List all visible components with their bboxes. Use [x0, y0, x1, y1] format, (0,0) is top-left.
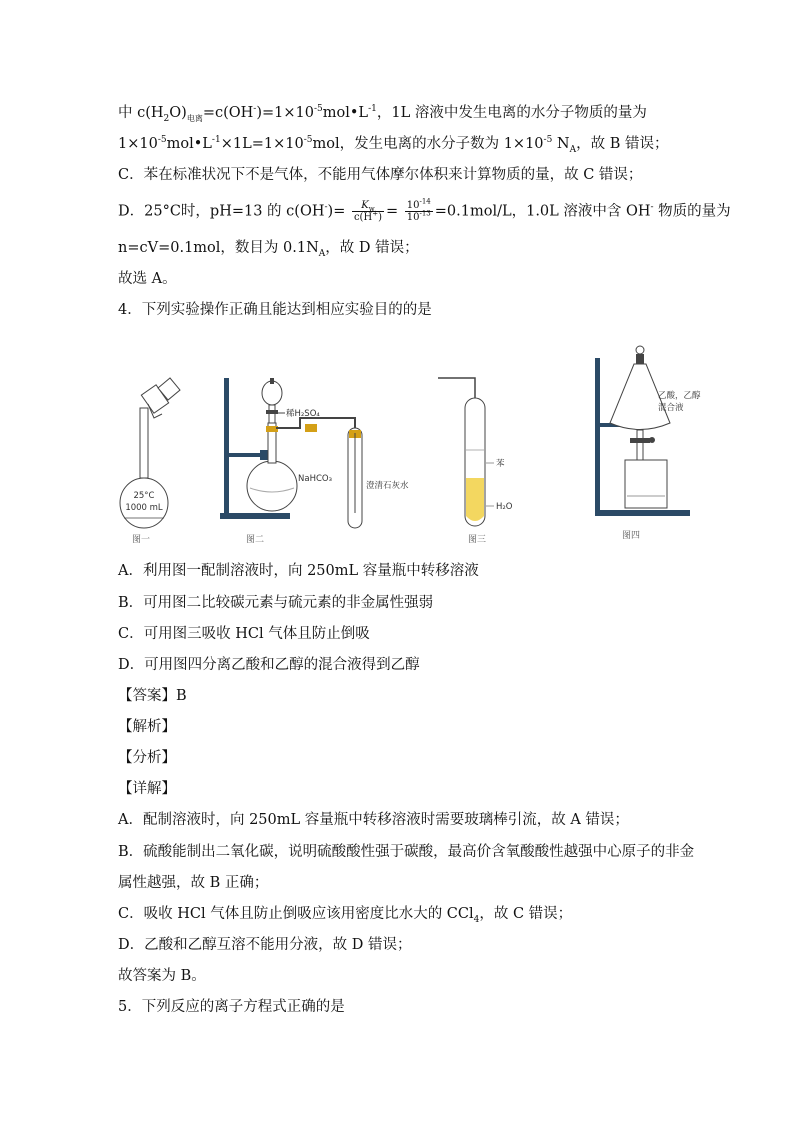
sup: -5 [157, 135, 167, 146]
detail-b-line1: B．硫酸能制出二氧化碳，说明硫酸酸性强于碳酸，最高价含氧酸酸性越强中心原子的非金 [118, 844, 695, 860]
fig2-caption: 图二 [246, 535, 265, 545]
option-c: C．可用图三吸收 HCl 气体且防止倒吸 [118, 626, 370, 642]
figures-area [110, 338, 710, 548]
text: ，故 D 错误； [325, 240, 419, 256]
fig2-salt-label: NaHCO₃ [298, 474, 332, 484]
text: 中 c(H [118, 105, 164, 121]
frac-den: 10 [406, 212, 420, 223]
text: n=cV=0.1mol，数目为 0.1N [118, 240, 319, 256]
fig1-flask-temp: 25°C [133, 491, 155, 501]
text-line-2 [118, 134, 718, 154]
text: ×1L=1×10 [220, 136, 304, 152]
text: 1×10 [118, 136, 158, 152]
text: ，故 B 错误； [576, 136, 669, 152]
text-line-6: 故选 A。 [118, 271, 177, 287]
text: C．吸收 HCl 气体且防止倒吸应该用密度比水大的 CCl [118, 906, 474, 922]
sub: A [318, 248, 326, 259]
figure-4-separatory-funnel [595, 346, 701, 516]
sup: - [324, 202, 328, 213]
text-line-4 [118, 197, 731, 223]
option-a: A．利用图一配制溶液时，向 250mL 容量瓶中转移溶液 [118, 563, 479, 579]
text: = [385, 203, 399, 220]
text: mol•L [322, 105, 369, 121]
sup: -5 [313, 104, 323, 115]
sup: + [372, 209, 379, 218]
option-d: D．可用图四分离乙酸和乙醇的混合液得到乙醇 [118, 657, 420, 673]
text-line-1 [118, 103, 718, 123]
frac-den: c(H [353, 212, 373, 223]
sup: -1 [368, 104, 377, 115]
text-line-5 [118, 238, 718, 258]
sub: A [569, 144, 577, 155]
fig2-stand-rod [224, 378, 229, 515]
sub: 4 [473, 914, 480, 925]
analysis-label: 【解析】 [118, 719, 176, 735]
option-b: B．可用图二比较碳元素与硫元素的非金属性强弱 [118, 595, 434, 611]
sup: -13 [419, 209, 431, 218]
question-4: 4．下列实验操作正确且能达到相应实验目的的是 [118, 302, 432, 318]
frac-den: ) [378, 212, 382, 223]
sup: -5 [543, 135, 553, 146]
fig2-stand-base [220, 513, 290, 519]
frac-num: K [361, 200, 369, 211]
fig4-label-line1: 乙酸，乙醇 [658, 391, 701, 401]
question-5: 5．下列反应的离子方程式正确的是 [118, 999, 345, 1015]
final-answer: 故答案为 B。 [118, 968, 206, 984]
text: =c(OH [202, 105, 254, 121]
detail-b-line2: 属性越强，故 B 正确； [118, 875, 269, 891]
fig2-acid-label: 稀H₂SO₄ [286, 409, 320, 419]
detail-c [118, 904, 718, 924]
answer-label: 【答案】B [118, 688, 187, 704]
frac-num: 10 [406, 200, 420, 211]
sub: 2 [163, 113, 170, 124]
fig4-caption: 图四 [622, 531, 641, 541]
fraction-values [405, 197, 433, 223]
text: N [552, 136, 570, 152]
fig4-label-line2: 混合液 [658, 403, 684, 413]
fig1-flask-volume: 1000 mL [125, 503, 163, 513]
text: )= [327, 203, 346, 220]
sup: -5 [303, 135, 313, 146]
detail-d: D．乙酸和乙醇互溶不能用分液，故 D 错误； [118, 937, 412, 953]
text: )=1×10 [256, 105, 314, 121]
apparatus-figures [110, 338, 710, 548]
text: O) [169, 105, 187, 121]
fig4-stand-rod [595, 358, 600, 513]
fig2-limewater-label: 澄清石灰水 [366, 481, 409, 491]
sup: - [650, 202, 654, 213]
text-line-3: C．苯在标准状况下不是气体，不能用气体摩尔体积来计算物质的量，故 C 错误； [118, 167, 643, 183]
sup: -14 [419, 197, 431, 206]
fig3-benzene-label: 苯 [496, 459, 505, 469]
figure-1-volumetric-flask [120, 378, 180, 528]
sub: 电离 [186, 113, 203, 123]
sup: - [253, 104, 257, 115]
sub: w [368, 205, 375, 213]
text: ，1L 溶液中发生电离的水分子物质的量为 [376, 105, 647, 121]
fig3-caption: 图三 [468, 535, 487, 545]
text: D．25°C时，pH=13 的 c(OH [118, 203, 325, 220]
sup: -1 [211, 135, 221, 146]
fraction-kw [352, 200, 384, 223]
detail-label: 【详解】 [118, 781, 176, 797]
fig1-caption: 图一 [132, 535, 151, 545]
fig3-water-label: H₂O [496, 502, 513, 512]
detail-a: A．配制溶液时，向 250mL 容量瓶中转移溶液时需要玻璃棒引流，故 A 错误； [118, 812, 629, 828]
text: =0.1mol/L，1.0L 溶液中含 OH [434, 203, 651, 220]
figure-2-gas-apparatus [220, 378, 409, 528]
text: 物质的量为 [653, 203, 731, 220]
fenxi-label: 【分析】 [118, 750, 176, 766]
text: mol•L [166, 136, 212, 152]
text: ，故 C 错误； [479, 906, 573, 922]
figure-3-test-tube [438, 378, 513, 526]
text: mol，发生电离的水分子数为 1×10 [312, 136, 544, 152]
fig4-stand-base [595, 510, 690, 516]
